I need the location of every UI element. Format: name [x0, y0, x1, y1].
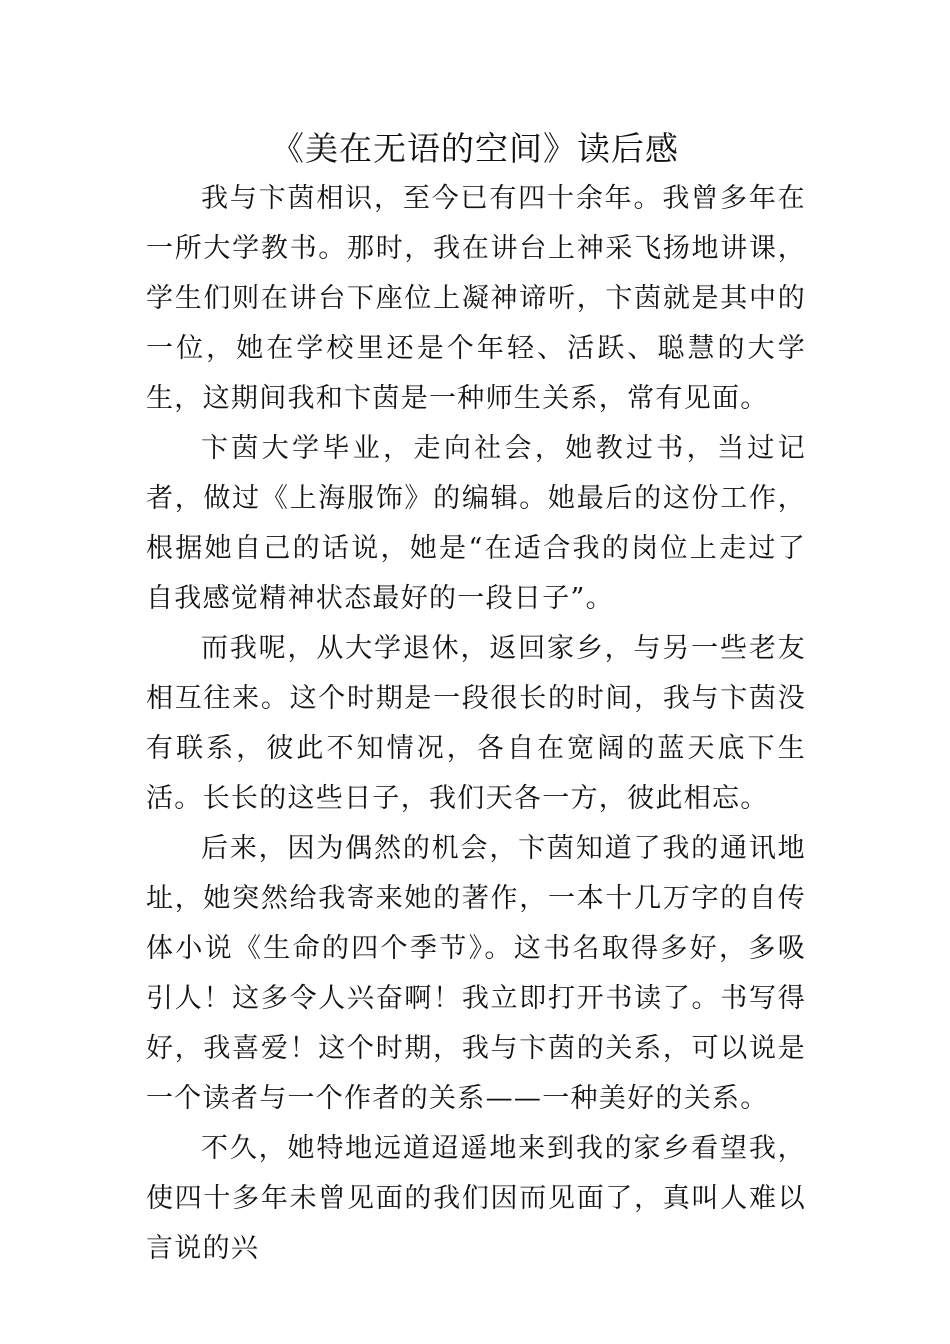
paragraph-2: 卞茵大学毕业，走向社会，她教过书，当过记者，做过《上海服饰》的编辑。她最后的这份工作，根据她自己的话说，她是“在适合我的岗位上走过了自我感觉精神状态最好的一段日子”。: [146, 433, 806, 614]
document-title: 《美在无语的空间》读后感: [271, 129, 679, 168]
paragraph-5: 不久，她特地远道迢遥地来到我的家乡看望我，使四十多年未曾见面的我们因而见面了，真叫人难以言说的兴: [146, 1133, 806, 1264]
paragraph-4: 后来，因为偶然的机会，卞茵知道了我的通讯地址，她突然给我寄来她的著作，一本十几万字的自传体小说《生命的四个季节》。这书名取得多好，多吸引人！这多令人兴奋啊！我立即打开书读了。书写得好，我喜爱！这个时期，我与卞茵的关系，可以说是一个读者与一个作者的关系——一种美好的关系。: [146, 833, 806, 1114]
paragraph-1: 我与卞茵相识，至今已有四十余年。我曾多年在一所大学教书。那时，我在讲台上神采飞扬地讲课，学生们则在讲台下座位上凝神谛听，卞茵就是其中的一位，她在学校里还是个年轻、活跃、聪慧的大学生，这期间我和卞茵是一种师生关系，常有见面。: [146, 183, 806, 414]
document-body: [146, 174, 806, 1274]
paragraph-3: 而我呢，从大学退休，返回家乡，与另一些老友相互往来。这个时期是一段很长的时间，我与卞茵没有联系，彼此不知情况，各自在宽阔的蓝天底下生活。长长的这些日子，我们天各一方，彼此相忘。: [146, 633, 806, 814]
